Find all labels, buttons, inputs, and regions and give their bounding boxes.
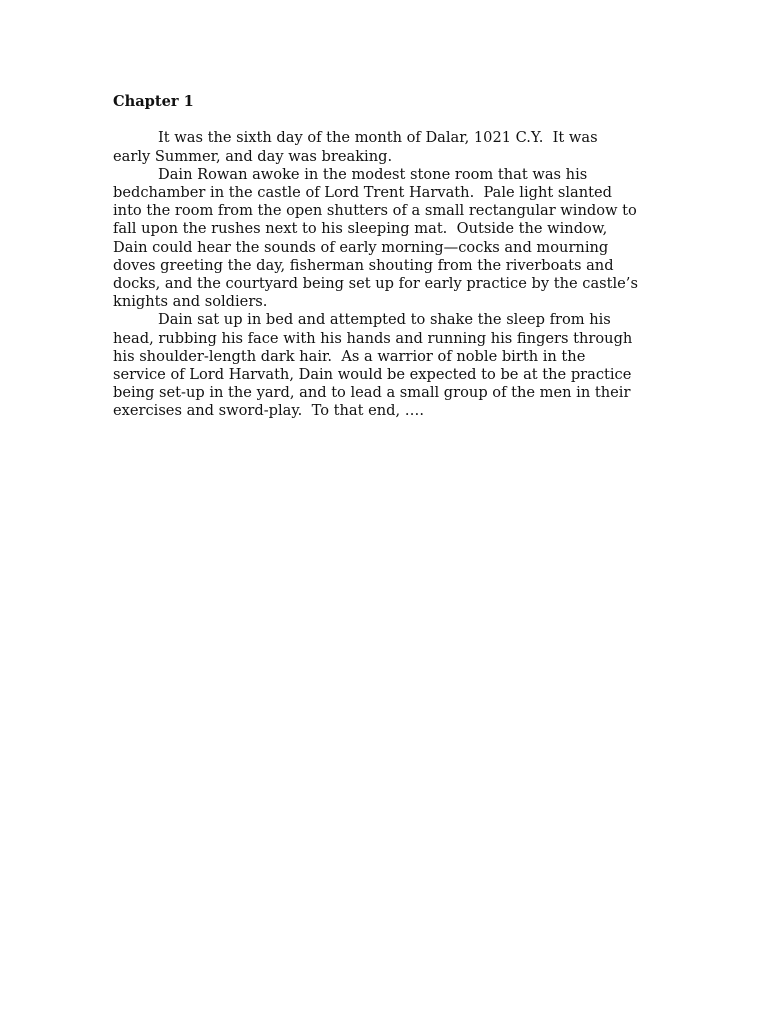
paragraph-line: his shoulder-length dark hair. As a warrior of noble birth in the — [113, 347, 586, 365]
paragraph-line: doves greeting the day, fisherman shouting from the riverboats and — [113, 256, 614, 274]
paragraph-line: docks, and the courtyard being set up for early practice by the castle’s — [113, 275, 638, 293]
paragraph-line: service of Lord Harvath, Dain would be expected to be at the practice — [113, 366, 632, 384]
paragraph-line: bedchamber in the castle of Lord Trent Harvath. Pale light slanted — [113, 184, 612, 201]
paragraph-3 — [113, 311, 661, 420]
paragraph-line: head, rubbing his face with his hands and running his fingers through — [113, 329, 633, 347]
paragraph-line: Dain Rowan awoke in the modest stone room that was his — [158, 165, 588, 183]
paragraph-2 — [113, 166, 661, 312]
paragraph-line: early Summer, and day was breaking. — [113, 147, 393, 165]
paragraph-line: fall upon the rushes next to his sleeping mat. Outside the window, — [113, 220, 608, 238]
page-content — [113, 93, 661, 421]
paragraph-line: into the room from the open shutters of a small rectangular window to — [113, 202, 637, 220]
paragraph-line: Dain sat up in bed and attempted to shake the sleep from his — [158, 311, 611, 329]
paragraph-line: being set-up in the yard, and to lead a small group of the men in their — [113, 384, 631, 402]
chapter-title: Chapter 1 — [113, 93, 194, 110]
paragraph-line: Dain could hear the sounds of early morning—cocks and mourning — [113, 238, 609, 256]
paragraph-line: It was the sixth day of the month of Dalar, 1021 C.Y. It was — [158, 129, 598, 147]
paragraph-1 — [113, 129, 661, 165]
paragraph-line: exercises and sword-play. To that end, …. — [113, 402, 424, 420]
paragraph-line: knights and soldiers. — [113, 293, 268, 311]
